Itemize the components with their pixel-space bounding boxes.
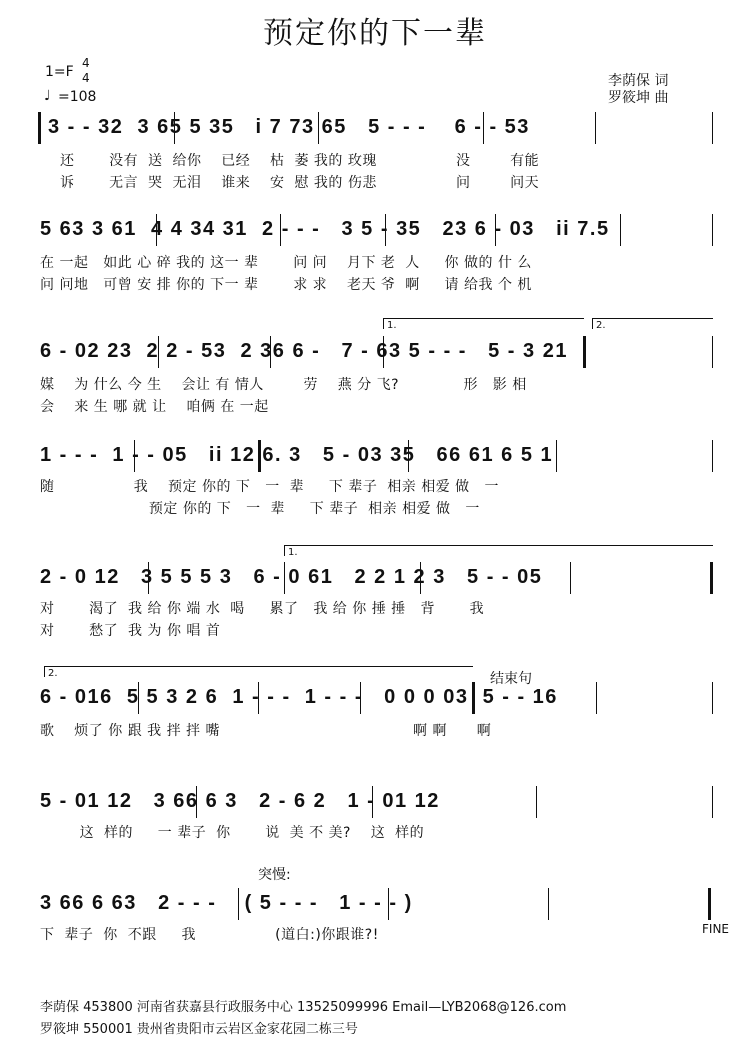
barline	[258, 682, 259, 714]
ending-section-label: 结束句	[490, 671, 532, 687]
barline	[556, 440, 557, 472]
notation-row-8: 3 66 6 63 2 - - - ( 5 - - - 1 - - - )	[40, 892, 413, 914]
barline	[158, 336, 159, 368]
time-signature-top: 4	[82, 56, 90, 70]
barline	[284, 562, 285, 594]
volta-bracket	[44, 666, 473, 677]
barline	[712, 786, 713, 818]
barline	[280, 214, 281, 246]
repeat-start-barline	[258, 440, 261, 472]
barline	[388, 888, 389, 920]
barline	[138, 682, 139, 714]
volta-bracket	[383, 318, 584, 329]
notation-row-7: 5 - 01 12 3 66 6 3 2 - 6 2 1 - 01 12	[40, 790, 440, 812]
notation-row-5: 2 - 0 12 3 5 5 5 3 6 - 0 61 2 2 1 2 3 5 - - 05	[40, 566, 543, 588]
slow-down-marking: 突慢:	[258, 867, 291, 883]
repeat-start-barline	[38, 112, 41, 144]
quarter-note-icon: ♩	[44, 88, 51, 104]
barline	[712, 112, 713, 144]
volta-number: 1.	[288, 547, 298, 558]
lyrics-row-3-verse-2: 会 来 生 哪 就 让 咱俩 在 一起	[40, 399, 269, 415]
barline	[536, 786, 537, 818]
notation-row-4: 1 - - - 1 - - 05 ii 12 6. 3 5 - 03 35 66 61 6 5 1	[40, 444, 554, 466]
barline	[548, 888, 549, 920]
repeat-end-barline	[583, 336, 586, 368]
lyrics-row-4-verse-2: 预定 你的 下 一 辈 下 辈子 相亲 相爱 做 一	[40, 501, 480, 517]
barline	[134, 440, 135, 472]
notation-row-3: 6 - 02 23 2 2 - 53 2 36 6 - 7 - 63 5 - - - 5 - 3 21	[40, 340, 568, 362]
lyrics-row-8: 下 辈子 你 不跟 我 (道白:)你跟谁?!	[40, 927, 379, 943]
lyrics-row-7: 这 样的 一 辈子 你 说 美 不 美? 这 样的	[40, 825, 425, 841]
time-signature-bottom: 4	[82, 71, 90, 85]
volta-number: 2.	[596, 320, 606, 331]
barline	[360, 682, 361, 714]
lyrics-row-5-verse-1: 对 渴了 我 给 你 端 水 喝 累了 我 给 你 捶 捶 背 我	[40, 601, 485, 617]
key-signature: 1=F	[45, 64, 74, 80]
volta-bracket	[284, 545, 713, 556]
barline	[372, 786, 373, 818]
barline	[596, 682, 597, 714]
lyrics-row-3-verse-1: 媒 为 什么 今 生 会让 有 情人 劳 燕 分 飞? 形 影 相	[40, 377, 527, 393]
barline	[712, 336, 713, 368]
lyrics-row-2-verse-1: 在 一起 如此 心 碎 我的 这一 辈 问 问 月下 老 人 你 做的 什 么	[40, 255, 532, 271]
barline	[712, 440, 713, 472]
volta-number: 1.	[387, 320, 397, 331]
section-double-barline	[472, 682, 475, 714]
barline	[318, 112, 319, 144]
lyrics-row-1-verse-1: 还 没有 送 给你 已经 枯 萎 我的 玫瑰 没 有能	[60, 153, 540, 169]
notation-row-2: 5 63 3 61 4 4 34 31 2 - - - 3 5 - 35 23 6 - 03 ii 7.5	[40, 218, 610, 240]
barline	[570, 562, 571, 594]
barline	[156, 214, 157, 246]
lyrics-row-1-verse-2: 诉 无言 哭 无泪 谁来 安 慰 我的 伤悲 问 问天	[60, 175, 540, 191]
lyrics-row-4-verse-1: 随 我 预定 你的 下 一 辈 下 辈子 相亲 相爱 做 一	[40, 479, 500, 495]
page-title: 预定你的下一辈	[263, 16, 487, 51]
barline	[420, 562, 421, 594]
barline	[595, 112, 596, 144]
lyricist-credit: 李荫保 词	[608, 73, 669, 89]
author-contact-2: 罗筱坤 550001 贵州省贵阳市云岩区金家花园二栋三号	[40, 1022, 358, 1037]
barline	[270, 336, 271, 368]
composer-credit: 罗筱坤 曲	[608, 90, 669, 106]
barline	[385, 214, 386, 246]
fine-marking: FINE	[702, 922, 729, 936]
final-barline	[708, 888, 711, 920]
barline	[712, 682, 713, 714]
lyrics-row-6: 歌 烦了 你 跟 我 拌 拌 嘴 啊 啊 啊	[40, 723, 492, 739]
lyrics-row-5-verse-2: 对 愁了 我 为 你 唱 首	[40, 623, 221, 639]
volta-bracket	[592, 318, 713, 329]
repeat-end-barline	[710, 562, 713, 594]
barline	[383, 336, 384, 368]
barline	[408, 440, 409, 472]
barline	[174, 112, 175, 144]
tempo-marking: =108	[58, 89, 97, 105]
barline	[712, 214, 713, 246]
lyrics-row-2-verse-2: 问 问地 可曾 安 排 你的 下一 辈 求 求 老天 爷 啊 请 给我 个 机	[40, 277, 532, 293]
barline	[148, 562, 149, 594]
barline	[238, 888, 239, 920]
author-contact-1: 李荫保 453800 河南省获嘉县行政服务中心 13525099996 Email—LYB2068@126.com	[40, 1000, 567, 1015]
barline	[495, 214, 496, 246]
barline	[483, 112, 484, 144]
barline	[196, 786, 197, 818]
barline	[620, 214, 621, 246]
notation-row-6: 6 - 016 5 5 3 2 6 1 - - - 1 - - - 0 0 0 03 5 - - 16	[40, 686, 558, 708]
notation-row-1: 3 - - 32 3 65 5 35 i 7 73 65 5 - - - 6 - - 53	[48, 116, 530, 138]
volta-number: 2.	[48, 668, 58, 679]
